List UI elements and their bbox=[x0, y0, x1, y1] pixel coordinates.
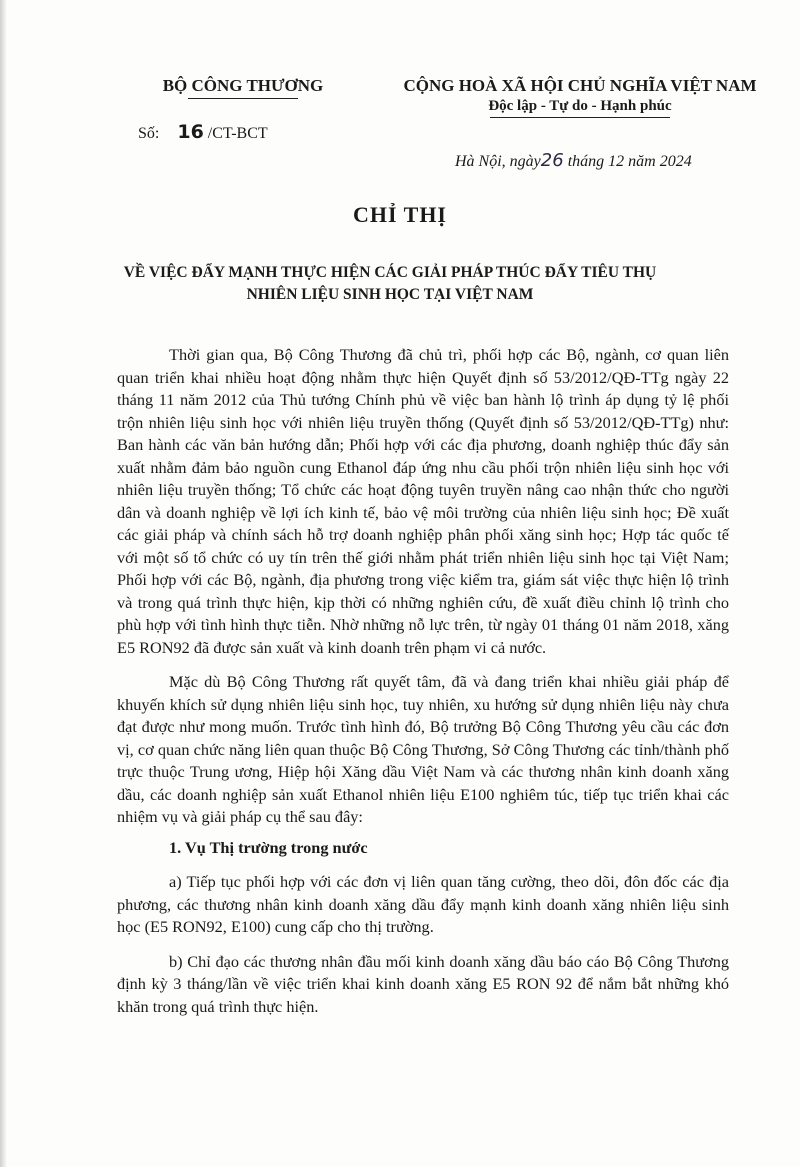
doc-number-suffix: /CT-BCT bbox=[207, 125, 268, 142]
national-heading bbox=[380, 76, 780, 118]
motto-underline bbox=[490, 117, 670, 118]
document-title bbox=[120, 262, 660, 306]
date-prefix: Hà Nội, ngày bbox=[455, 153, 541, 170]
scan-edge-shadow bbox=[0, 0, 7, 1167]
republic-name: CỘNG HOÀ XÃ HỘI CHỦ NGHĨA VIỆT NAM bbox=[403, 76, 757, 95]
document-body bbox=[117, 344, 729, 1018]
section-1-item-a: a) Tiếp tục phối hợp với các đơn vị liên quan tăng cường, theo dõi, đôn đốc các địa phương, các thương nhân kinh doanh xăng dầu đẩy mạnh kinh doanh xăng nhiên liệu sinh học (E5 RON92, E100) cung cấp cho thị trường. bbox=[117, 872, 729, 936]
title-line-1: VỀ VIỆC ĐẨY MẠNH THỰC HIỆN CÁC GIẢI PHÁP THÚC ĐẨY TIÊU THỤ bbox=[123, 264, 657, 281]
ministry-underline bbox=[188, 98, 298, 99]
document-type: CHỈ THỊ bbox=[352, 202, 447, 227]
date-day: 26 bbox=[540, 150, 564, 171]
paragraph-1: Thời gian qua, Bộ Công Thương đã chủ trì, phối hợp các Bộ, ngành, cơ quan liên quan triển khai nhiều hoạt động nhằm thực hiện Quyết định số 53/2012/QĐ-TTg ngày 22 tháng 11 năm 2012 của Thủ tướng Chính phủ về việc ban hành lộ trình áp dụng tỷ lệ phối trộn nhiên liệu sinh học với nhiên liệu truyền thống (Quyết định số 53/2012/QĐ-TTg) như: Ban hành các văn bản hướng dẫn; Phối hợp với các địa phương, doanh nghiệp thúc đẩy sản xuất nhằm đảm bảo nguồn cung Ethanol đáp ứng nhu cầu phối trộn nhiên liệu sinh học với nhiên liệu truyền thống; Tổ chức các hoạt động tuyên truyền nâng cao nhận thức cho người dân và doanh nghiệp về lợi ích kinh tế, bảo vệ môi trường của nhiên liệu sinh học; Đề xuất các giải pháp và chính sách hỗ trợ doanh nghiệp phân phối xăng sinh học; Hợp tác quốc tế với một số tổ chức có uy tín trên thế giới nhằm phát triển nhiên liệu sinh học tại Việt Nam; Phối hợp với các Bộ, ngành, địa phương trong việc kiểm tra, giám sát việc thực hiện lộ trình và trong quá trình thực hiện, kịp thời có những nghiên cứu, đề xuất điều chỉnh lộ trình cho phù hợp với tình hình thực tiễn. Nhờ những nỗ lực trên, từ ngày 01 tháng 01 năm 2018, xăng E5 RON92 đã được sản xuất và kinh doanh trên phạm vi cả nước. bbox=[117, 345, 729, 657]
issuer-block bbox=[138, 76, 348, 143]
section-1-heading: 1. Vụ Thị trường trong nước bbox=[169, 837, 368, 857]
paragraph-2: Mặc dù Bộ Công Thương rất quyết tâm, đã và đang triển khai nhiều giải pháp để khuyến khích sử dụng nhiên liệu sinh học, tuy nhiên, xu hướng sử dụng nhiên liệu này chưa đạt được như mong muốn. Trước tình hình đó, Bộ trưởng Bộ Công Thương yêu cầu các đơn vị, cơ quan chức năng liên quan thuộc Bộ Công Thương, Sở Công Thương các tỉnh/thành phố trực thuộc Trung ương, Hiệp hội Xăng dầu Việt Nam và các thương nhân kinh doanh xăng dầu, các doanh nghiệp sản xuất Ethanol nhiên liệu E100 nghiêm túc, tiếp tục triển khai các nhiệm vụ và giải pháp cụ thể sau đây: bbox=[117, 672, 729, 826]
place-date bbox=[455, 150, 692, 171]
title-line-2: NHIÊN LIỆU SINH HỌC TẠI VIỆT NAM bbox=[246, 286, 534, 303]
date-suffix: tháng 12 năm 2024 bbox=[567, 153, 692, 170]
doc-number-label: Số: bbox=[138, 125, 160, 142]
doc-number-value: 16 bbox=[177, 121, 204, 143]
section-1-item-b: b) Chỉ đạo các thương nhân đầu mối kinh doanh xăng dầu báo cáo Bộ Công Thương định kỳ 3 tháng/lần về việc triển khai kinh doanh xăng E5 RON 92 để nắm bắt những khó khăn trong quá trình thực hiện. bbox=[117, 951, 729, 1016]
national-motto: Độc lập - Tự do - Hạnh phúc bbox=[488, 98, 672, 114]
document-number bbox=[138, 121, 348, 143]
ministry-name: BỘ CÔNG THƯƠNG bbox=[162, 76, 324, 95]
